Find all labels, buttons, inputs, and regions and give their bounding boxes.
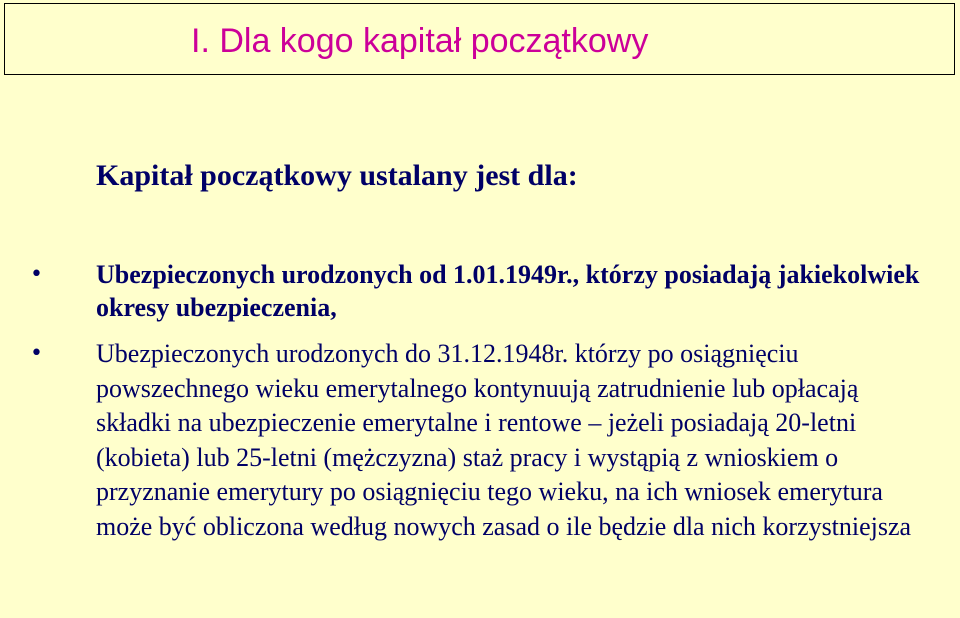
- title-box: [4, 3, 955, 75]
- bullet-text: Ubezpieczonych urodzonych od 1.01.1949r., którzy posiadają jakiekolwiek okresy ubezpieczenia,: [96, 260, 920, 322]
- slide-subtitle: Kapitał początkowy ustalany jest dla:: [96, 159, 578, 192]
- bullet-marker: •: [30, 262, 43, 287]
- bullet-marker: •: [30, 341, 43, 366]
- slide-title: I. Dla kogo kapitał początkowy: [191, 22, 649, 60]
- bullet-text: Ubezpieczonych urodzonych do 31.12.1948r. którzy po osiągnięciu powszechnego wieku emerytalnego kontynuują zatrudnienie lub opłacają składki na ubezpieczenie emerytalne i rentowe – jeżeli posiadają 20-letni (kobieta) lub 25-letni (mężczyzna) staż pracy i wystąpią z wnioskiem o przyznanie emerytury po osiągnięciu tego wieku, na ich wniosek emerytura może być obliczona według nowych zasad o ile będzie dla nich korzystniejsza: [96, 339, 912, 541]
